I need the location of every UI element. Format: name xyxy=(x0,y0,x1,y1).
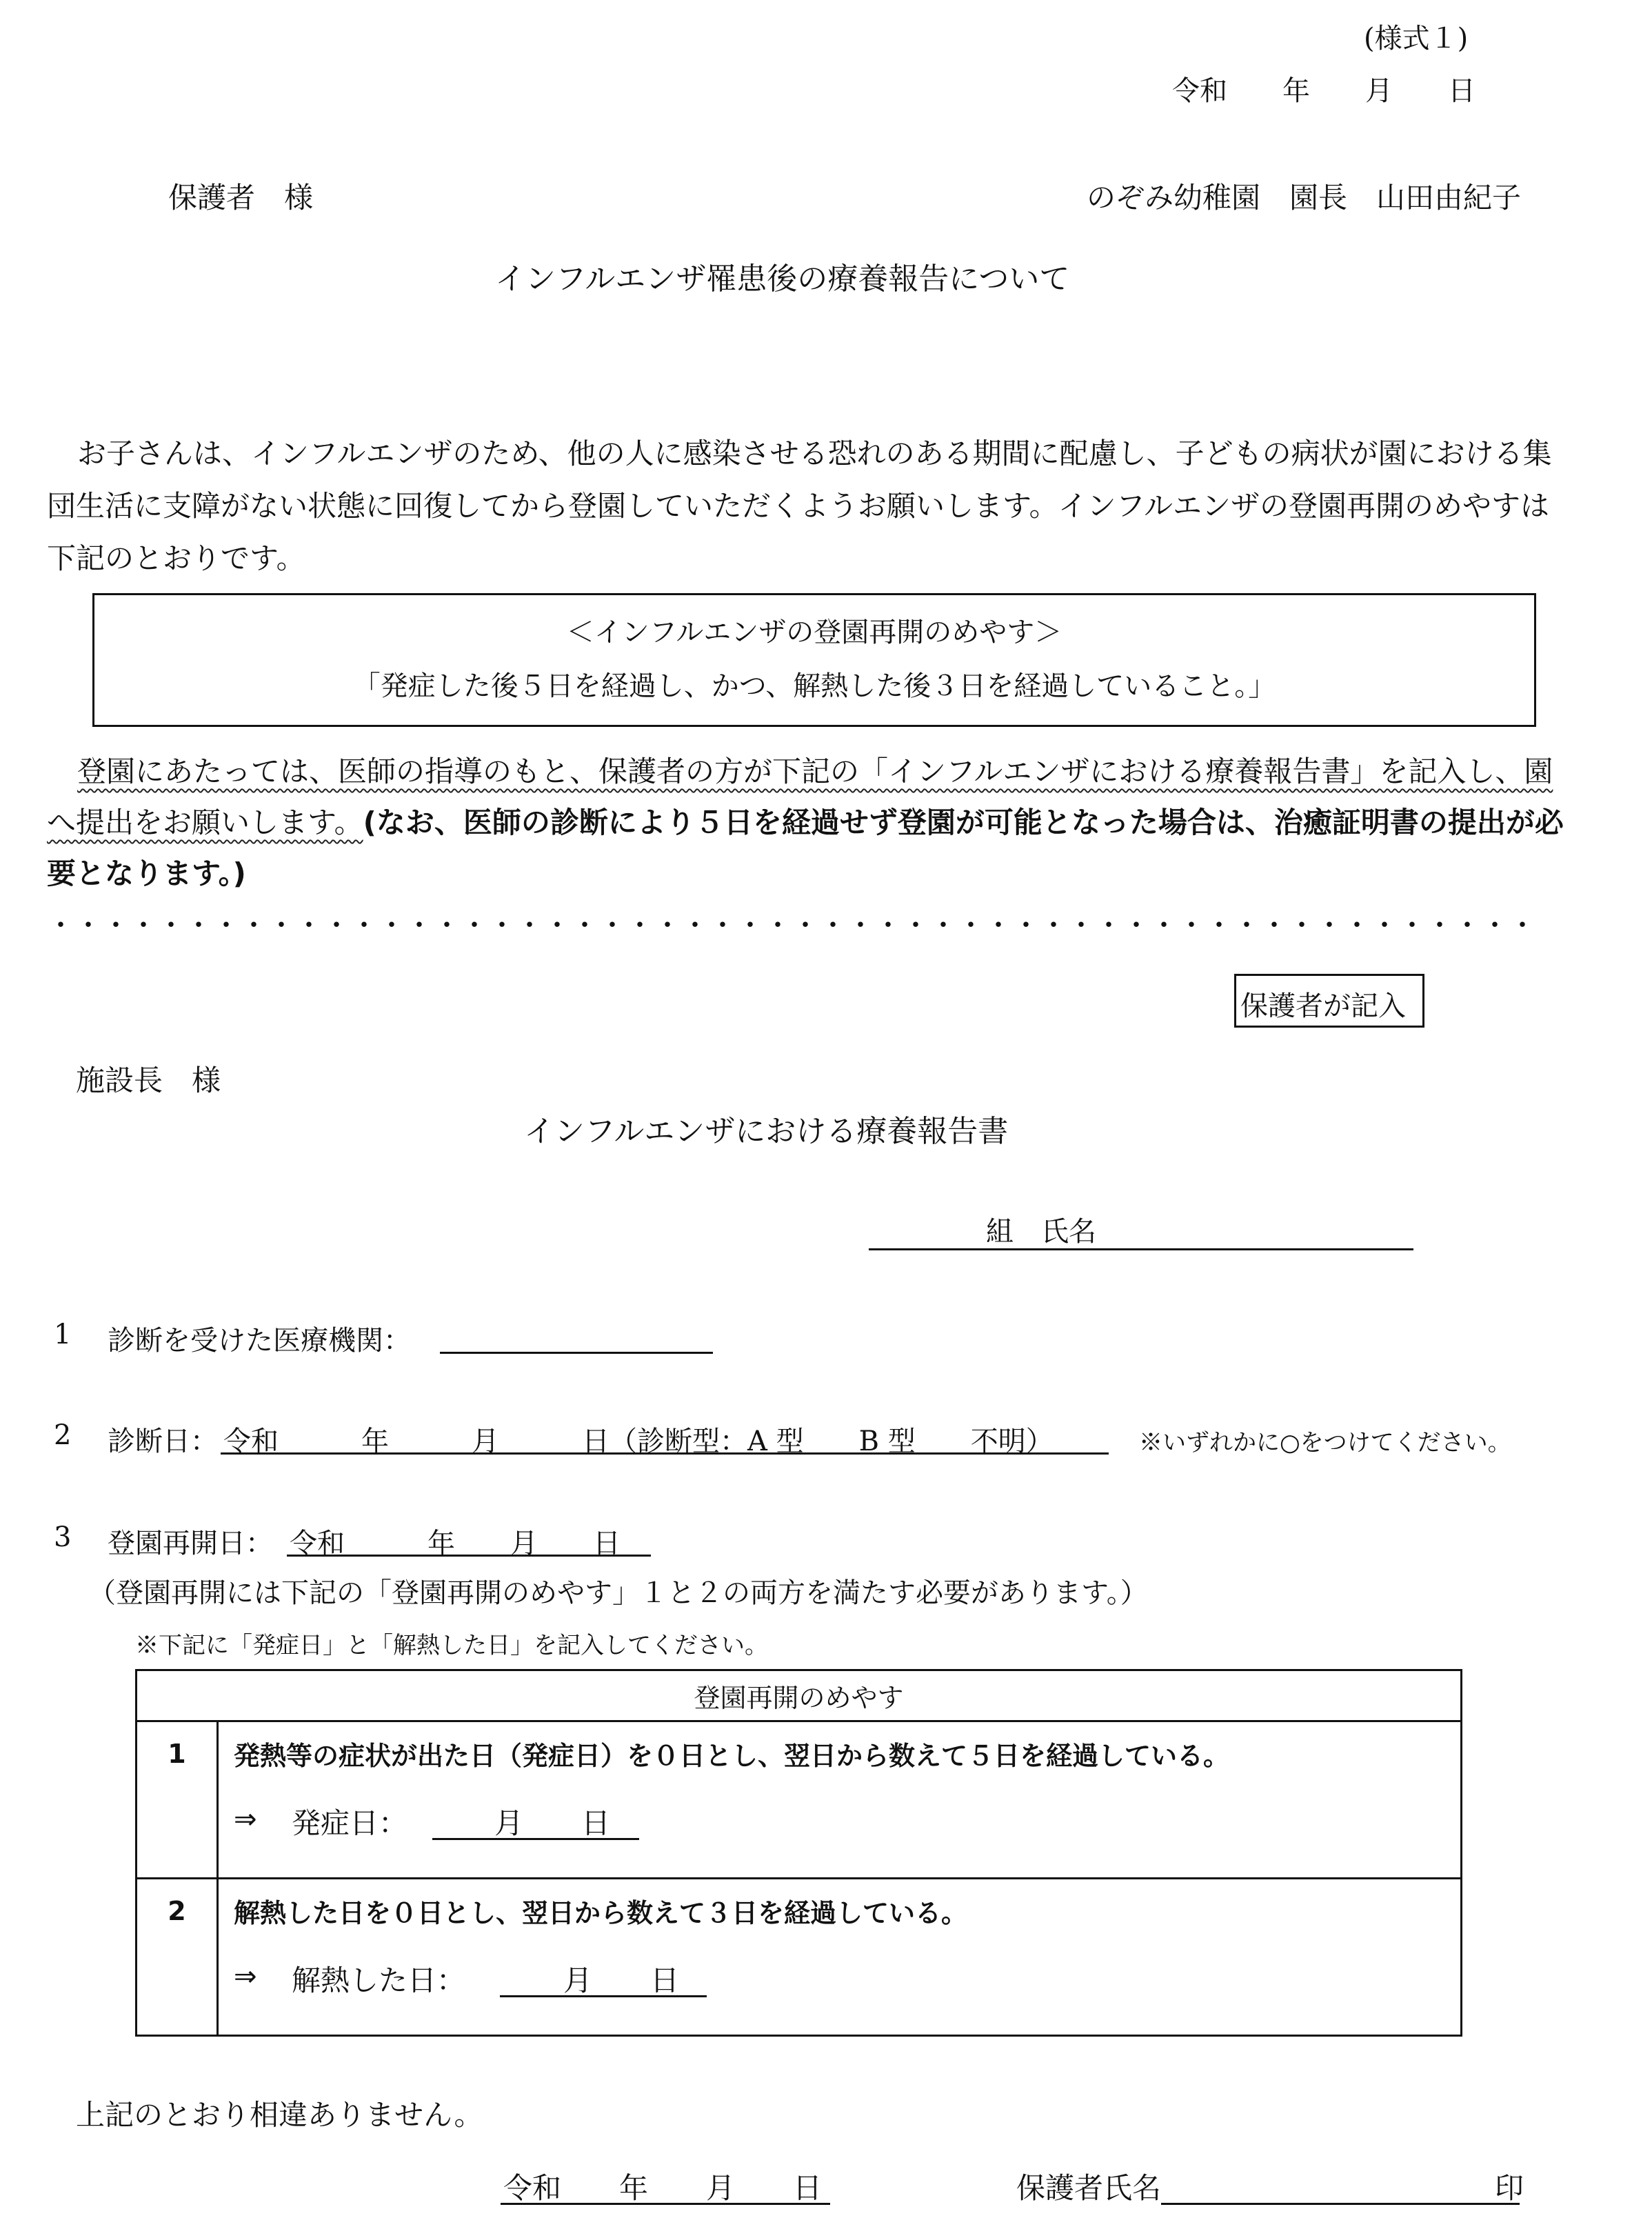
item1-label: 診断を受けた医療機関： xyxy=(108,1325,411,1357)
reopen-date-field[interactable]: 令和 年 月 日 xyxy=(290,1528,621,1559)
intro-paragraph: お子さんは、インフルエンザのため、他の人に感染させる恐れのある期間に配慮し、子どもの病状が園における集団生活に支障がない状態に回復してから登園していただくようお願いします。インフルエンザの登園再開のめやすは下記のとおりです。 xyxy=(47,437,1552,575)
onset-date-label: 発症日： xyxy=(292,1806,408,1840)
notice-title: インフルエンザ罹患後の療養報告について xyxy=(495,261,1070,297)
sender: のぞみ幼稚園 園長 山田由紀子 xyxy=(1087,181,1522,214)
report-addressee: 施設長 様 xyxy=(76,1063,221,1097)
medical-institution-field[interactable] xyxy=(440,1352,713,1354)
onset-date-underline xyxy=(432,1838,639,1840)
item3-label: 登園再開日： xyxy=(108,1528,273,1559)
sign-date-field[interactable]: 令和 年 月 日 xyxy=(503,2171,823,2205)
guardian-fill-tag xyxy=(1234,974,1424,1028)
form-number: (様式１) xyxy=(1364,23,1469,54)
criteria-text: 「発症した後５日を経過し、かつ、解熱した後３日を経過していること。」 xyxy=(352,670,1276,702)
item1-number: 1 xyxy=(54,1319,72,1350)
row2-number: 2 xyxy=(137,1879,218,2036)
report-title: インフルエンザにおける療養報告書 xyxy=(524,1114,1009,1149)
instruction-text: 登園にあたっては、医師の指導のもと、保護者の方が下記の「インフルエンザにおける療養報告書」を記入し、園へ提出をお願いします。 xyxy=(47,755,1553,839)
confirmation-text: 上記のとおり相違ありません。 xyxy=(76,2098,483,2132)
criteria-box xyxy=(92,593,1536,727)
row2-text: 解熱した日を０日とし、翌日から数えて３日を経過している。 xyxy=(234,1898,968,1928)
row1-arrow: ⇒ xyxy=(234,1804,257,1835)
item2-number: 2 xyxy=(54,1419,72,1451)
item2-label: 診断日： xyxy=(108,1426,218,1457)
table-header: 登園再開のめやす xyxy=(137,1670,1462,1721)
onset-date-field[interactable]: 月 日 xyxy=(494,1806,611,1840)
fill-instruction-note: ※下記に「発症日」と「解熱した日」を記入してください。 xyxy=(135,1632,768,1659)
class-name-label: 組 氏名 xyxy=(986,1216,1096,1248)
instruction-note: (なお、医師の診断により５日を経過せず登園が可能となった場合は、治癒証明書の提出が必要となります。) xyxy=(47,806,1564,890)
row1-number: 1 xyxy=(137,1721,218,1879)
fever-down-date-label: 解熱した日： xyxy=(292,1964,466,1997)
item3-number: 3 xyxy=(54,1521,72,1553)
row1-text: 発熱等の症状が出た日（発症日）を０日とし、翌日から数えて５日を経過している。 xyxy=(234,1741,1230,1771)
issue-date-line: 令和 年 月 日 xyxy=(1172,75,1475,107)
criteria-heading: ＜インフルエンザの登園再開のめやす＞ xyxy=(566,617,1062,648)
instruction-paragraph xyxy=(47,746,1568,899)
guardian-fill-tag-label: 保護者が記入 xyxy=(1240,990,1406,1022)
reopen-guide-table xyxy=(135,1669,1462,2037)
reopen-date-underline xyxy=(287,1555,651,1557)
fever-down-date-underline xyxy=(500,1995,707,1997)
seal-mark: 印 xyxy=(1495,2171,1524,2205)
sign-date-underline xyxy=(501,2203,830,2205)
row2-arrow: ⇒ xyxy=(234,1961,257,1992)
fever-down-date-field[interactable]: 月 日 xyxy=(563,1964,680,1997)
reopen-requirement-note: （登園再開には下記の「登園再開のめやす」１と２の両方を満たす必要があります。） xyxy=(88,1577,1148,1609)
diagnosis-type-note: ※いずれかに○をつけてください。 xyxy=(1139,1429,1511,1457)
class-name-field[interactable] xyxy=(869,1248,1413,1250)
guardian-name-label: 保護者氏名 xyxy=(1016,2171,1162,2205)
diagnosis-date-field[interactable]: 令和 年 月 日（診断型：A 型 B 型 不明） xyxy=(223,1426,1054,1457)
row2-content xyxy=(218,1879,1462,2036)
diagnosis-date-underline xyxy=(221,1452,1109,1455)
guardian-name-field[interactable] xyxy=(1161,2203,1520,2205)
addressee: 保護者 様 xyxy=(168,181,314,214)
row1-content xyxy=(218,1721,1462,1879)
cut-line: ・・・・・・・・・・・・・・・・・・・・・・・・・・・・・・・・・・・・・・・・・・・・・・・・・・・・・・ xyxy=(47,910,1536,941)
